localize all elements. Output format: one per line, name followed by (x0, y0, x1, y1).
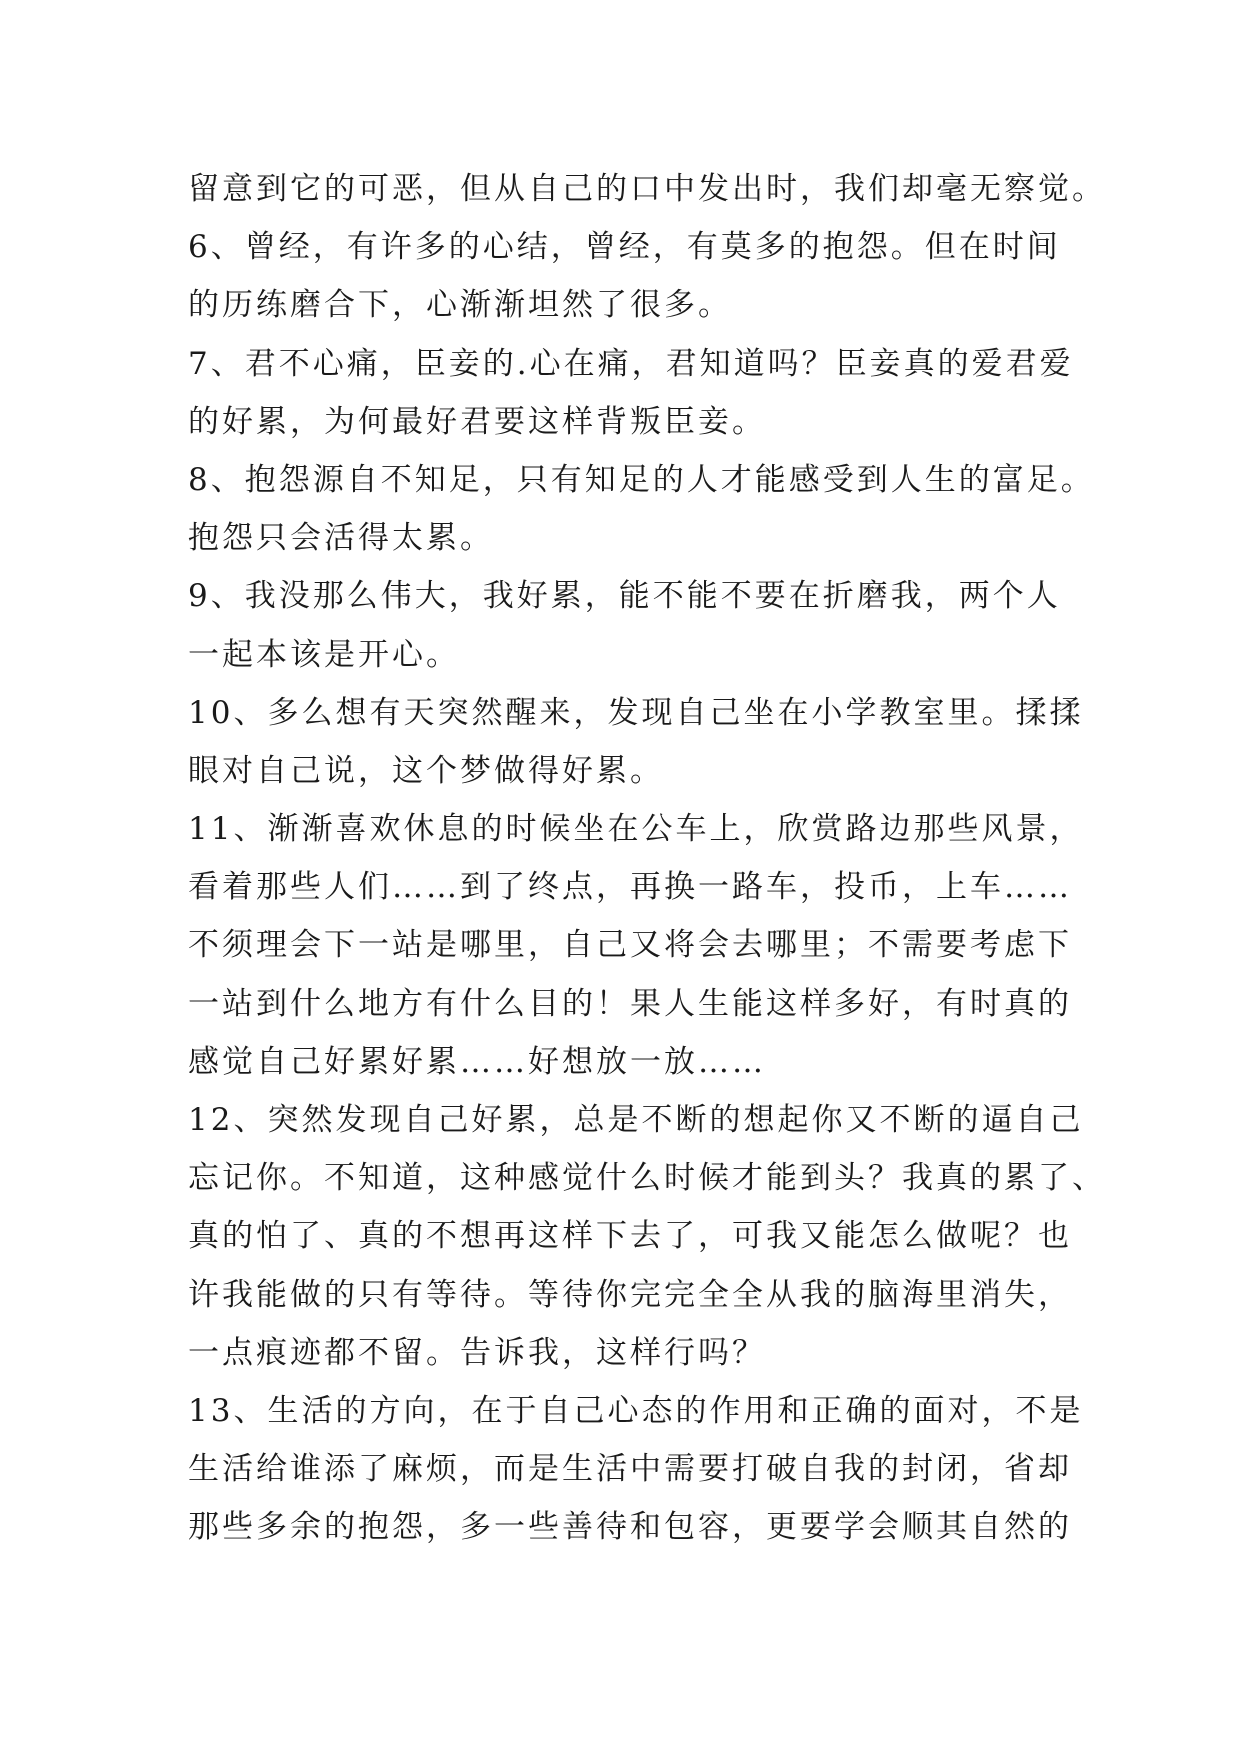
text-line: 12、突然发现自己好累，总是不断的想起你又不断的逼自己 (188, 1102, 1084, 1138)
document-body (188, 160, 1106, 1557)
text-line: 8、抱怨源自不知足，只有知足的人才能感受到人生的富足。 (188, 461, 1095, 498)
text-line: 一起本该是开心。 (188, 636, 460, 673)
text-line: 一点痕迹都不留。告诉我，这样行吗？ (188, 1334, 766, 1371)
text-line: 的历练磨合下，心渐渐坦然了很多。 (188, 287, 732, 324)
text-line: 眼对自己说，这个梦做得好累。 (188, 752, 664, 789)
text-line: 生活给谁添了麻烦，而是生活中需要打破自我的封闭，省却 (188, 1451, 1072, 1488)
text-line: 6、曾经，有许多的心结，曾经，有莫多的抱怨。但在时间 (188, 229, 1061, 266)
text-line: 的好累，为何最好君要这样背叛臣妾。 (188, 403, 766, 440)
text-line: 一站到什么地方有什么目的！果人生能这样多好，有时真的 (188, 985, 1072, 1022)
text-line: 真的怕了、真的不想再这样下去了，可我又能怎么做呢？也 (188, 1218, 1072, 1255)
text-line: 不须理会下一站是哪里，自己又将会去哪里；不需要考虑下 (188, 927, 1072, 964)
text-line: 看着那些人们……到了终点，再换一路车，投币，上车…… (188, 869, 1072, 906)
text-line: 11、渐渐喜欢休息的时候坐在公车上，欣赏路边那些风景， (188, 811, 1084, 848)
text-line: 忘记你。不知道，这种感觉什么时候才能到头？我真的累了、 (188, 1160, 1106, 1197)
text-line: 9、我没那么伟大，我好累，能不能不要在折磨我，两个人 (188, 578, 1061, 615)
text-line: 7、君不心痛，臣妾的.心在痛，君知道吗？臣妾真的爱君爱 (188, 345, 1074, 382)
text-line: 许我能做的只有等待。等待你完完全全从我的脑海里消失， (188, 1276, 1072, 1313)
text-line: 留意到它的可恶，但从自己的口中发出时，我们却毫无察觉。 (188, 171, 1106, 207)
text-line: 那些多余的抱怨，多一些善待和包容，更要学会顺其自然的 (188, 1509, 1072, 1546)
text-line: 10、多么想有天突然醒来，发现自己坐在小学教室里。揉揉 (188, 694, 1084, 731)
text-line: 13、生活的方向，在于自己心态的作用和正确的面对，不是 (188, 1392, 1084, 1429)
text-line: 抱怨只会活得太累。 (188, 520, 494, 557)
text-line: 感觉自己好累好累……好想放一放…… (188, 1043, 766, 1080)
